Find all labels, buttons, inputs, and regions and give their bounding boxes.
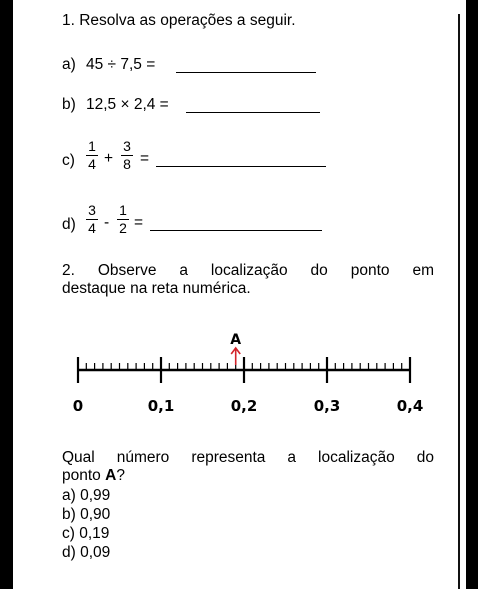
q1d-denominator-1: 4 bbox=[88, 220, 96, 236]
right-dark-edge bbox=[466, 0, 478, 589]
q1b-expression: 12,5 × 2,4 = bbox=[86, 96, 169, 113]
option-d[interactable]: d) 0,09 bbox=[62, 544, 111, 561]
q2-statement bbox=[62, 262, 434, 298]
q1d-numerator-1: 3 bbox=[88, 202, 96, 218]
tick-label: 0,4 bbox=[396, 397, 424, 415]
q1c-numerator-1: 1 bbox=[88, 138, 96, 154]
q1c-equals: = bbox=[140, 150, 150, 167]
q1d-fraction-2 bbox=[116, 203, 130, 236]
q1b-label: b) bbox=[62, 96, 76, 113]
left-dark-edge bbox=[0, 0, 13, 589]
q1c-operator: + bbox=[104, 150, 114, 167]
q1c-denominator-2: 8 bbox=[123, 156, 131, 172]
q2-question-point: A bbox=[105, 467, 117, 484]
point-label: A bbox=[230, 332, 242, 348]
option-b[interactable]: b) 0,90 bbox=[62, 506, 111, 523]
tick-label: 0,2 bbox=[230, 397, 258, 415]
q1a-label: a) bbox=[62, 56, 76, 73]
q2-question-pre: ponto bbox=[62, 467, 106, 484]
tick-label: 0,1 bbox=[147, 397, 175, 415]
q1c-label: c) bbox=[62, 152, 75, 169]
q1d-numerator-2: 1 bbox=[119, 202, 127, 218]
q1c-numerator-2: 3 bbox=[123, 138, 131, 154]
q1a-expression: 45 ÷ 7,5 = bbox=[86, 56, 156, 73]
page-divider-line bbox=[458, 14, 460, 589]
q1d-equals: = bbox=[134, 214, 144, 231]
q1b-answer-blank[interactable] bbox=[186, 112, 320, 113]
q2-question-post: ? bbox=[116, 467, 125, 484]
q2-question bbox=[62, 449, 434, 485]
q2-statement-line-2: destaque na reta numérica. bbox=[62, 280, 251, 297]
q1c-denominator-1: 4 bbox=[88, 156, 96, 172]
q1a-answer-blank[interactable] bbox=[176, 72, 316, 73]
tick-label: 0 bbox=[72, 397, 84, 415]
q1d-fraction-1 bbox=[85, 203, 99, 236]
q1c-fraction-1 bbox=[85, 139, 99, 172]
q1d-denominator-2: 2 bbox=[119, 220, 127, 236]
q2-question-line-1: Qual número representa a localização do bbox=[62, 449, 434, 466]
q1c-fraction-2 bbox=[120, 139, 134, 172]
q1d-operator: - bbox=[104, 214, 110, 231]
q1c-answer-blank[interactable] bbox=[156, 166, 326, 167]
option-a[interactable]: a) 0,99 bbox=[62, 487, 111, 504]
q1d-label: d) bbox=[62, 216, 76, 233]
option-c[interactable]: c) 0,19 bbox=[62, 525, 110, 542]
q1d-answer-blank[interactable] bbox=[150, 230, 322, 231]
q1-title: 1. Resolva as operações a seguir. bbox=[62, 12, 296, 29]
tick-label: 0,3 bbox=[313, 397, 341, 415]
q2-question-line-2 bbox=[62, 467, 434, 485]
number-line bbox=[0, 315, 478, 420]
q2-statement-line-1: 2. Observe a localização do ponto em bbox=[62, 262, 434, 279]
